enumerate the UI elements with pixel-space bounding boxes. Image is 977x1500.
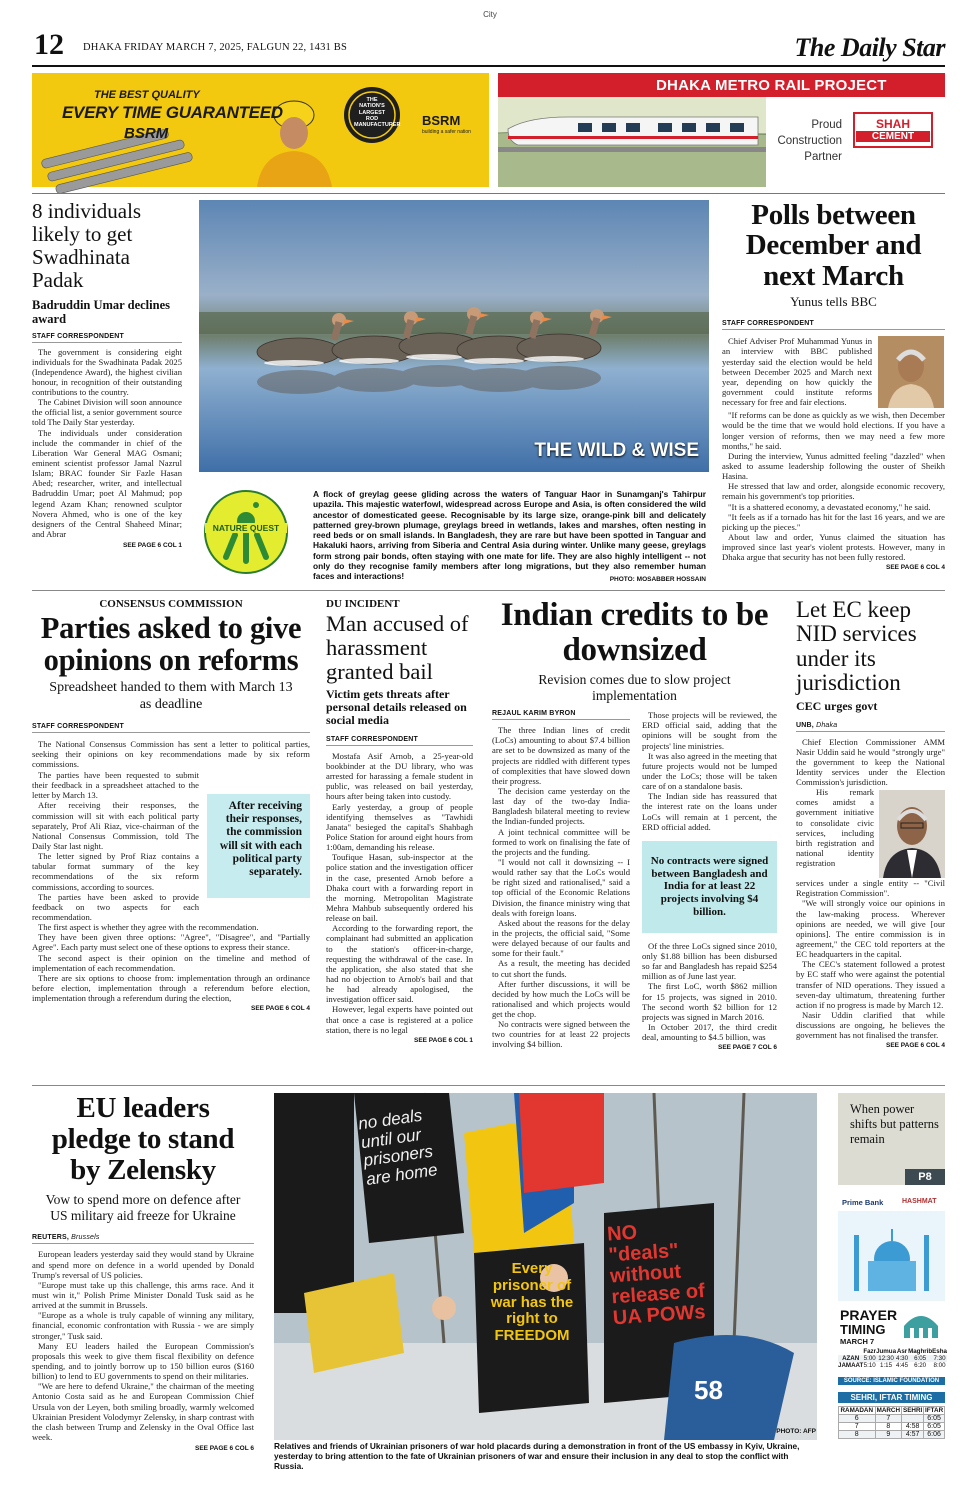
nature-quest-text: NATURE QUEST [205, 523, 287, 533]
credits-pullquote: No contracts were signed between Bangladesh and India for at least 22 projects involving $4 billion. [642, 841, 777, 933]
paragraph: The Indian side has reassured that the interest rate on the loans under LoCs will remain at 1 percent, the ERD official added. [642, 791, 777, 832]
sehri-row [839, 1431, 945, 1439]
paragraph: "If reforms can be done as quickly as we wish, then December would be the time that we would hold elections. If you have a longer version of reforms, then we may need a few more months," he said. [722, 410, 945, 451]
paragraph: There are six options to choose from: implementation through an ordinance before election, implementation through a referendum before election, implementation through a referendum during the election, [32, 972, 310, 1004]
sehri-cell: 4:57 [902, 1431, 924, 1439]
sehri-cell: 7 [875, 1415, 902, 1423]
sehri-cell [902, 1415, 924, 1423]
dateline: DHAKA FRIDAY MARCH 7, 2025, FALGUN 22, 1431 BS [83, 42, 348, 53]
sponsor-hashmat: HASHMAT [902, 1198, 937, 1205]
section-label: City [483, 10, 497, 19]
ec-story [796, 598, 945, 1049]
prayer-cell: 6:05 [914, 1355, 927, 1362]
photo-caption: A flock of greylag geese gliding across the waters of Tanguar Haor in Sunamganj's Tahirpur upazila. This majestic waterfowl, widespread across Europe and Asia, is often considered the wild ancestor of domesticated geese. Recognisable by its large size, orange-pink bill and delicately patterned grey-brown plumage, greylags breed in wetlands, lakes and marshes, often nesting in reed beds or on small islands. In Bangladesh, they are rare but have been spotted in Tanguar and Hakaluki haors, arriving from Siberia and Central Asia during winter. Unlike many geese, greylags form strong pair bonds, often staying with one mate for life. They are also highly intelligent -- not only do they recognise family members after long migrations, but they also remember human faces and interactions! [313, 489, 706, 581]
ads-rule [32, 193, 945, 194]
bsrm-line1: THE BEST QUALITY [94, 89, 200, 101]
polls-body [722, 410, 945, 562]
polls-byline: STAFF CORRESPONDENT [722, 320, 945, 330]
paragraph: Early yesterday, a group of people identifying themselves as "Tawhidi Janata" besieged the capital's Shahbagh Police Station for around eight hours from 1:00am, demanding his release. [326, 801, 473, 853]
polls-continued[interactable]: SEE PAGE 6 COL 4 [885, 564, 945, 572]
du-story [326, 598, 473, 1044]
prayer-table [838, 1348, 947, 1369]
eu-body [32, 1249, 254, 1442]
prayer-cell: 4:45 [896, 1362, 909, 1369]
placard-3: Every prisoner of war has the right to FREEDOM [490, 1260, 574, 1345]
eu-byline-place: Brussels [71, 1234, 100, 1242]
page-number: 12 [34, 28, 64, 61]
credits-subhead: Revision comes due to slow project implementation [538, 672, 731, 704]
sehri-header-cell: RAMADAN [840, 1407, 874, 1414]
paragraph: A joint technical committee will be formed to work on finalising the fate of the projects and the funding. [492, 826, 630, 857]
shah-brand: SHAH [875, 117, 910, 131]
prayer-header-cell [838, 1348, 863, 1355]
prayer-title: PRAYER [840, 1307, 898, 1323]
paragraph: After further discussions, it will be decided by how much the LoCs will be rationalised and which projects would get the chop. [492, 978, 630, 1020]
paragraph: During the interview, Yunus admitted feeling "dazzled" when asked to assume leadership following the ouster of Sheikh Hasina. [722, 450, 945, 482]
prayer-header-row [838, 1348, 947, 1355]
cec-photo [879, 790, 945, 878]
bsrm-badge: THE NATION'S LARGEST ROD MANUFACTURER [354, 97, 401, 129]
paragraph: In October 2017, the third credit deal, amounting to $4.5 billion, was [642, 1021, 777, 1043]
metro-proud: Proud [811, 119, 842, 131]
bsrm-logo: BSRM [422, 113, 461, 128]
protest-photo [274, 1093, 817, 1440]
ad-metro[interactable] [498, 73, 945, 187]
prayer-cell: AZAN [842, 1355, 860, 1362]
consensus-story [32, 598, 310, 1012]
consensus-body [32, 922, 310, 1003]
prayer-cell: 4:30 [896, 1355, 909, 1362]
sponsor-primebank: Prime Bank [842, 1198, 884, 1207]
paragraph: Asked about the reasons for the delay in the projects, the official said, "Some were delayed because of our faults and some for their fault." [492, 917, 630, 959]
consensus-headline[interactable]: Parties asked to give opinions on reforms [40, 611, 302, 678]
paragraph: Many EU leaders hailed the European Commission's proposals this week to give them fiscal flexibility on defence spending, and to jointly borrow up to 150 billion euros ($160 billion) to lend to EU governments to spend on their militaries. [32, 1340, 254, 1382]
credits-col2-bottom [642, 941, 777, 1042]
paragraph: "Europe as a whole is truly capable of winning any military, financial, economic confrontation with Russia - we are simply stronger," Tusk said. [32, 1310, 254, 1341]
teaser-box[interactable] [838, 1093, 945, 1185]
paper-logo[interactable]: The Daily Star [794, 33, 945, 62]
row2-rule [32, 1085, 945, 1086]
prayer-box [838, 1193, 945, 1428]
ec-continued[interactable]: SEE PAGE 6 COL 4 [885, 1042, 945, 1050]
eu-continued[interactable]: SEE PAGE 6 COL 6 [194, 1445, 254, 1453]
paragraph: However, legal experts have pointed out that once a case is registered at a police station, there is no legal [326, 1004, 473, 1035]
eu-subhead: Vow to spend more on defence after US military aid freeze for Ukraine [45, 1192, 241, 1224]
credits-headline[interactable]: Indian credits to be downsized [500, 597, 769, 668]
sehri-row [839, 1423, 945, 1431]
sehri-cell: 6:06 [924, 1431, 945, 1439]
protest-photo-credit: PHOTO: AFP [776, 1428, 816, 1435]
cement-brand: CEMENT [856, 131, 930, 142]
prayer-header-cell: Asr [896, 1348, 908, 1355]
placard-2: NO "deals" without release of UA POWs [606, 1221, 707, 1330]
prayer-cell: 6:20 [914, 1362, 927, 1369]
paragraph: Mostafa Asif Arnob, a 25-year-old bookbinder at the DU library, who was arrested for harassing a female student in public, was released on bail yesterday, hours after being taken into custody. [326, 750, 473, 802]
teaser-page: P8 [905, 1169, 945, 1185]
eu-headline[interactable]: EU leaders pledge to stand by Zelensky [51, 1092, 235, 1187]
yunus-photo [878, 336, 944, 408]
polls-story [722, 200, 945, 571]
paragraph: The National Consensus Commission has sent a letter to political parties, seeking their opinions on key recommendations made by six reform commissions. [32, 738, 310, 769]
prayer-title2: TIMING [840, 1322, 886, 1337]
paragraph: No contracts were signed between the two countries for at least 22 projects involving $4 billion. [492, 1019, 630, 1050]
bsrm-tag: building a safer nation [422, 129, 471, 135]
du-byline: STAFF CORRESPONDENT [326, 736, 473, 746]
prayer-header-cell: Maghrib [908, 1348, 933, 1355]
row1-rule [32, 590, 945, 591]
paragraph: He stressed that law and order, alongside economic recovery, remain his government's top priorities. [722, 481, 945, 502]
metro-title: DHAKA METRO RAIL PROJECT [656, 77, 887, 94]
sehri-row [839, 1415, 945, 1423]
paragraph: The parties have been requested to submit their feedback in a spreadsheet attached to the letter by March 13. [32, 770, 199, 801]
eu-byline [32, 1234, 254, 1244]
paragraph: The CEC's statement followed a protest by EC staff who were against the potential transfer of NID operations. They issued a seven-day ultimatum, threatening further action if no progress is made by March 12. [796, 959, 945, 1010]
swadhinata-headline[interactable]: 8 individuals likely to get Swadhinata Padak [32, 199, 142, 292]
paragraph: About law and order, Yunus claimed the situation has improved since last year's violent protests. However, many in Dhaka argue that security has not been fully restored. [722, 532, 945, 563]
paragraph: His remark comes amidst a government initiative to consolidate civic services, including birth registration and national identity registration [796, 787, 874, 869]
paragraph: Toufique Hasan, sub-inspector at the police station and the investigation officer in the case, presented Arnob before a Dhaka court with a forwarding report in the morning. Metropolitan Magistrate Mehra Mahbub subsequently ordered his release on bail. [326, 852, 473, 924]
ec-side [796, 787, 874, 878]
paragraph: Chief Election Commissioner AMM Nasir Uddin said he would "strongly urge" the government to keep the National Identity services under the Election Commission's jurisdiction. [796, 736, 945, 788]
prayer-date: MARCH 7 [840, 1337, 875, 1346]
mosque-emblem-icon [902, 1308, 940, 1340]
paragraph: "Europe must take up this challenge, this arms race. And it must win it," Polish Prime Minister Donald Tusk said as he arrived at the summit in Brussels. [32, 1279, 254, 1311]
mosque-icon [838, 1211, 945, 1301]
sehri-cell: 7 [839, 1423, 876, 1431]
masthead-rule [32, 65, 945, 67]
prayer-row [838, 1362, 947, 1369]
paragraph: The parties have been asked to provide feedback on two aspects for each recommendation. [32, 891, 199, 923]
consensus-kicker: CONSENSUS COMMISSION [99, 598, 243, 610]
du-headline[interactable]: Man accused of harassment granted bail [326, 611, 469, 684]
paragraph: "We are here to defend Ukraine," the chairman of the meeting Antonio Costa said as he and European Commission Chief Ursula von der Leyen, both smiling broadly, warmly welcomed Ukrainian President Volodymyr Zelensky, in sharp contrast with the clash between Trump and Zelensky in the Oval Office last week. [32, 1381, 254, 1442]
swadhinata-story [32, 200, 182, 549]
consensus-continued[interactable]: SEE PAGE 6 COL 4 [250, 1005, 310, 1013]
sehri-header-row [839, 1407, 945, 1415]
protest-caption: Relatives and friends of Ukrainian prisoners of war hold placards during a demonstration in front of the US embassy in Kyiv, Ukraine, yesterday to bring attention to the fate of Ukrainian prisoners of war and ensure their inclusion in any deal to stop the conflict with Russia. [274, 1441, 800, 1472]
geese-image [199, 200, 709, 472]
paragraph: It was also agreed in the meeting that future projects would not be lumped under the LoCs; those will be taken care of on a standalone basis. [642, 750, 777, 792]
ec-byline [796, 722, 945, 732]
consensus-col-left [32, 770, 199, 922]
metro-partner: Partner [804, 151, 842, 163]
paragraph: "It feels as if a tornado has hit for the last 16 years, and we are picking up the pieces." [722, 511, 945, 532]
teaser-text: When power shifts but patterns remain [850, 1102, 939, 1146]
ec-body [796, 878, 945, 1040]
swadhinata-byline: STAFF CORRESPONDENT [32, 333, 182, 343]
ec-byline-agency: UNB, [796, 721, 814, 729]
sehri-cell: 8 [875, 1423, 902, 1431]
du-continued[interactable]: SEE PAGE 6 COL 1 [413, 1036, 473, 1044]
ad-bsrm[interactable] [32, 73, 489, 187]
paragraph: Those projects will be reviewed, the ERD official said, adding that the opinions will be sought from the projects' line ministries. [642, 710, 777, 751]
credits-col2 [642, 710, 777, 832]
paragraph: services under a single entity -- "Civil Registration Commission". [796, 878, 945, 899]
prayer-row [838, 1355, 947, 1362]
paragraph: "It is a shattered economy, a devastated economy," he said. [728, 501, 931, 512]
prayer-cell: JAMAAT [838, 1362, 864, 1369]
polls-headline[interactable]: Polls between December and next March [745, 199, 922, 292]
prayer-header-cell: Jumua [876, 1348, 897, 1355]
paragraph: Of the three LoCs signed since 2010, only $1.88 billion has been disbursed so far and Bangladesh has repaid $254 million as of June last year. [642, 940, 777, 982]
ec-intro [796, 737, 945, 788]
sehri-cell: 9 [875, 1431, 902, 1439]
du-subhead: Victim gets threats after personal details released on social media [326, 686, 467, 728]
paragraph: Chief Adviser Prof Muhammad Yunus in an interview with BBC published yesterday said the election would be held between December 2025 and March next year, depending on how quickly the government could institute reforms necessary for free and fair elections. [722, 336, 872, 408]
paragraph: The second aspect is their opinion on the timeline and method of implementation of each recommendation. [32, 952, 310, 973]
ec-subhead: CEC urges govt [796, 698, 878, 713]
nature-quest-logo [201, 487, 291, 577]
paragraph: They have been given three options: "Agree", "Disagree", and "Partially Agree". Each party must select one of these options to express their stance. [32, 932, 310, 953]
prayer-cell: 5:10 [863, 1362, 876, 1369]
prayer-cell: 7:30 [933, 1355, 946, 1362]
paragraph: Nasir Uddin clarified that while discussions are ongoing, he believes the government has not finalised the transfer. [796, 1010, 945, 1041]
eu-byline-agency: REUTERS, [32, 1234, 69, 1242]
sehri-cell: 4:58 [902, 1423, 924, 1431]
bsrm-line2: EVERY TIME GUARANTEED [62, 103, 283, 122]
swadhinata-subhead: Badruddin Umar declines award [32, 297, 170, 326]
sehri-header-cell: IFTAR [925, 1407, 944, 1414]
consensus-pullquote: After receiving their responses, the commission will sit with each political party separately. [207, 794, 310, 898]
bsrm-line3: BSRM [124, 125, 169, 142]
paragraph: The Cabinet Division will soon announce the official list, a senior government source told The Daily Star yesterday. [32, 397, 182, 428]
ec-headline[interactable]: Let EC keep NID services under its jurisdiction [796, 597, 917, 696]
prayer-cell: 1:15 [880, 1362, 893, 1369]
credits-col1 [492, 725, 630, 1050]
prayer-cell: 12:30 [878, 1355, 894, 1362]
sehri-header-cell: SEHRI [903, 1407, 923, 1414]
sehri-cell: 6:05 [924, 1415, 945, 1423]
prayer-cell: 5:00 [863, 1355, 876, 1362]
sehri-cell: 6 [839, 1415, 876, 1423]
yunus-portrait [878, 336, 944, 408]
ec-byline-place: Dhaka [816, 721, 838, 729]
consensus-subhead: Spreadsheet handed to them with March 13 as deadline [49, 680, 293, 712]
placard-4: 58 [694, 1375, 723, 1405]
sehri-cell: 6:05 [924, 1423, 945, 1431]
photo-label: THE WILD & WISE [534, 440, 699, 461]
photo-credit: PHOTO: MOSABBER HOSSAIN [609, 576, 706, 583]
sehri-table [838, 1406, 945, 1439]
eu-story [32, 1093, 254, 1452]
credits-byline: REJAUL KARIM BYRON [492, 710, 630, 720]
sehri-cell: 8 [839, 1431, 876, 1439]
du-kicker: DU INCIDENT [326, 598, 400, 610]
paragraph: The letter signed by Prof Riaz contains a tabular format summary of the key recommendations of the six reform commissions, according to sources. [32, 851, 199, 892]
sehri-title: SEHRI, IFTAR TIMING [838, 1392, 945, 1403]
prayer-cell: 8:00 [933, 1362, 946, 1369]
paragraph: The individuals under consideration include the commander in chief of the Liberation War General MAG Osmani; eminent scientist professor Jamal Nazrul Islam; BRAC founder Sir Fazle Hasan Abed; researcher, writer, and intellectual Badruddin Umar; poet Al Mahmud; pop legend Azam Khan; renowned sculptor Novera Ahmed, who is one of the key designers of the Central Shaheed Minar; and Abrar [32, 427, 182, 540]
polls-intro [722, 336, 872, 408]
paragraph: The first LoC, worth $862 million for 15 projects, was signed in 2010. The second worth $2 billion for 12 projects was signed in March 2016. [642, 981, 777, 1022]
prayer-header-cell: Fazr [863, 1348, 877, 1355]
paragraph: "We will strongly voice our opinions in the law-making process. Wherever opinions are needed, we will give [our opinions]. The entire commission is in agreement," the CEC told reporters at the EC headquarters in the capital. [796, 898, 945, 960]
consensus-byline: STAFF CORRESPONDENT [32, 723, 310, 733]
geese-photo [199, 200, 709, 472]
paragraph: European leaders yesterday said they would stand by Ukraine and spend more on defence in a world upended by Donald Trump's reversal of US policies. [32, 1249, 254, 1280]
paragraph: The government is considering eight individuals for the Swadhinata Padak 2025 (Independence Award), the highest civilian honour, in recognition of their outstanding contributions to the country. [32, 346, 182, 398]
credits-story [492, 598, 777, 1051]
prayer-source: SOURCE: ISLAMIC FOUNDATION [838, 1377, 945, 1385]
paragraph: According to the forwarding report, the complainant had submitted an application to the station's officer-in-charge, requesting the withdrawal of the case. In the application, she also stated that she had no objection to Arnob's bail and that he had already apologised, the investigation officer said. [326, 923, 473, 1005]
paragraph: As a result, the meeting has decided to cut short the funds. [492, 958, 630, 979]
sehri-header-cell: MARCH [876, 1407, 901, 1414]
paragraph: The first aspect is whether they agree with the recommendation. [38, 922, 259, 933]
paragraph: The decision came yesterday on the last day of the two-day India-Bangladesh bilateral meeting to review the Indian-funded projects. [492, 785, 630, 827]
paragraph: "I would not call it downsizing -- I would rather say that the LoCs would be right sized and rationalised," said a top official of the Economic Relations Division, the finance ministry wing that deals with foreign loans. [492, 856, 630, 918]
placard-1: no deals until our prisoners are home [357, 1105, 439, 1189]
polls-subhead: Yunus tells BBC [790, 294, 877, 310]
cec-portrait [879, 790, 945, 878]
du-body [326, 751, 473, 1035]
paragraph: The three Indian lines of credit (LoCs) amounting to about $7.4 billion are set to be downsized as many of the projects are riddled with different types of complexities that have slowed down their progress. [492, 725, 630, 786]
consensus-intro [32, 739, 310, 769]
swadhinata-body [32, 347, 182, 540]
credits-continued[interactable]: SEE PAGE 7 COL 6 [717, 1044, 777, 1052]
prayer-header-cell: Esha [932, 1348, 947, 1355]
paragraph: After receiving their responses, the commission will sit with each political party separately, Prof Ali Riaz, vice-chairman of the National Consensus Commission, told The Daily Star last night. [32, 800, 199, 852]
swadhinata-continued[interactable]: SEE PAGE 6 COL 1 [122, 542, 182, 550]
metro-construction: Construction [777, 135, 842, 147]
